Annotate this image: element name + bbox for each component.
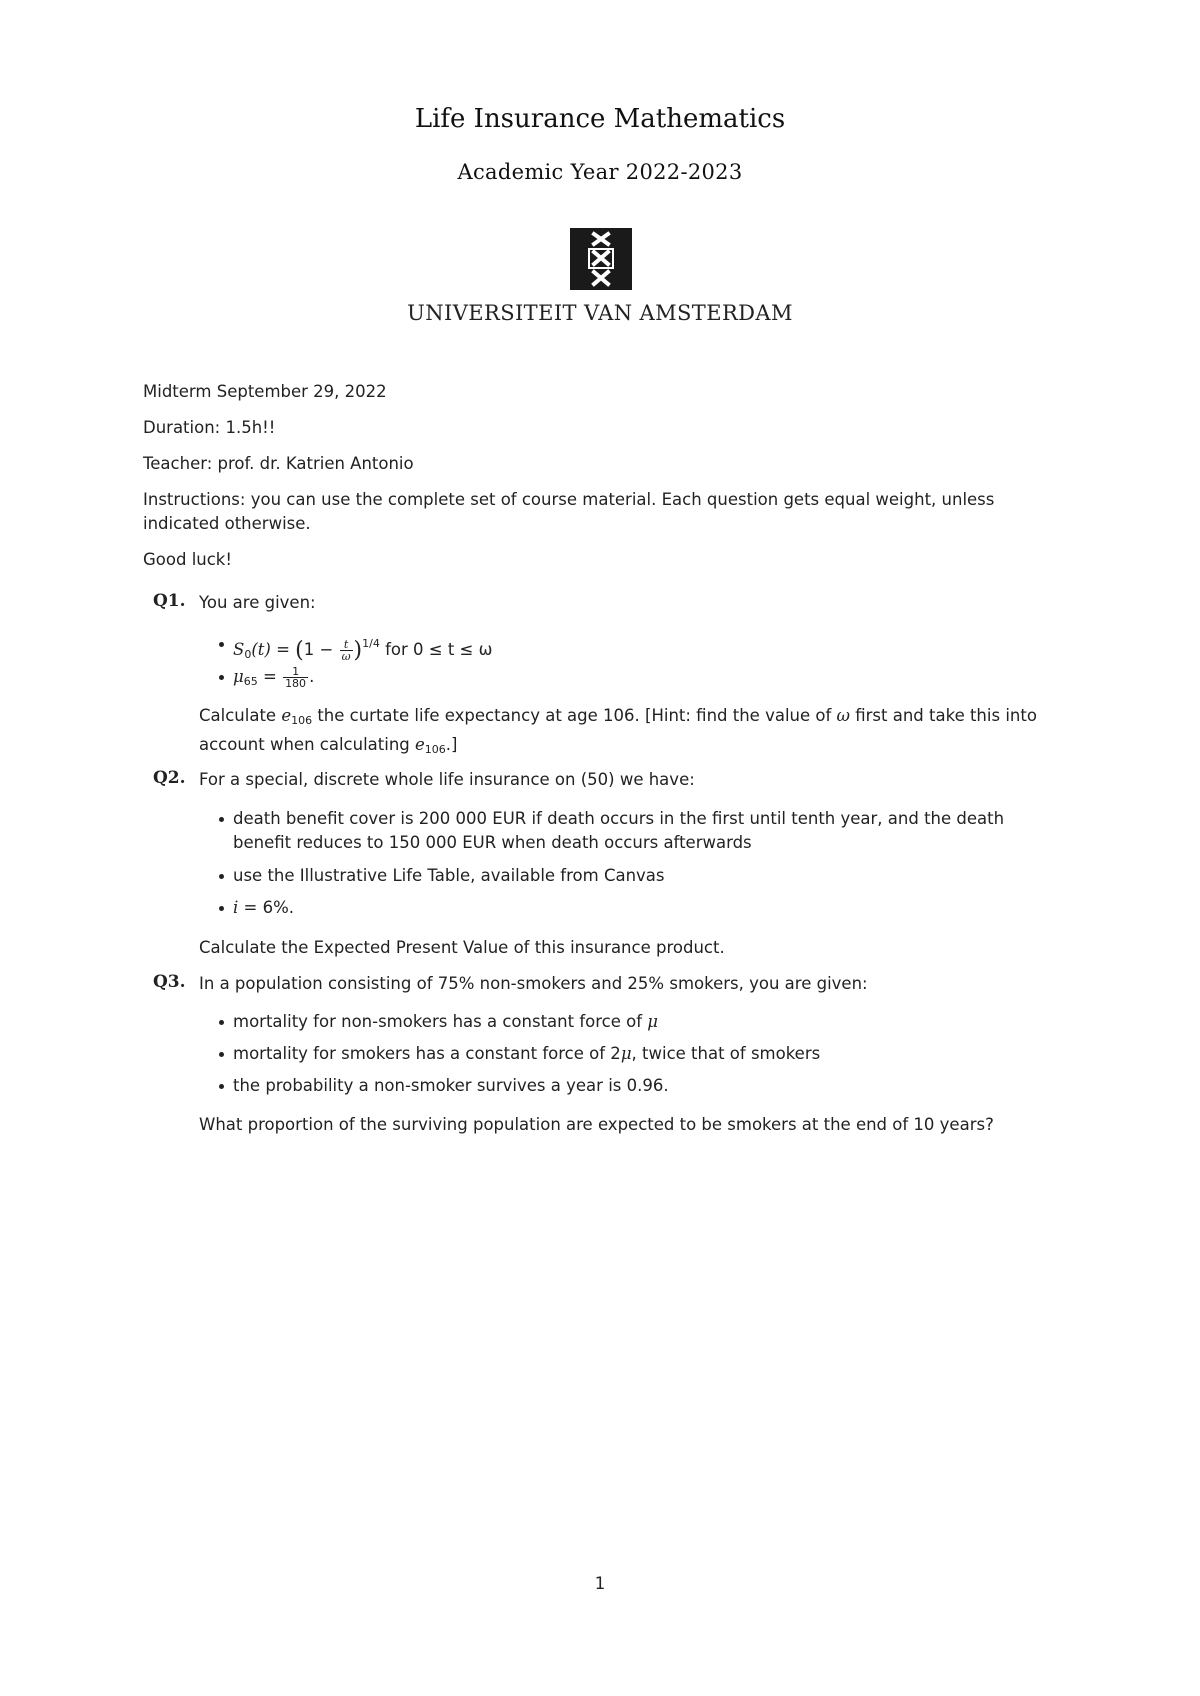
q1-calc-p4: .]: [445, 735, 458, 754]
q2-bullet-life-table: use the Illustrative Life Table, available from Canvas: [233, 864, 1063, 888]
good-luck: Good luck!: [143, 550, 232, 569]
document-title: Life Insurance Mathematics: [414, 104, 786, 134]
q2-intro: For a special, discrete whole life insurance on (50) we have:: [199, 770, 695, 789]
q1-label: Q1.: [153, 591, 186, 611]
page-number: 1: [594, 1574, 606, 1593]
q3-b2-rest: , twice that of smokers: [631, 1044, 821, 1063]
q1-calc-p2: the curtate life expectancy at age 106. [Hint: find the value of: [312, 706, 837, 725]
q1-mu-sub: 65: [243, 675, 258, 688]
q1-calculation: [199, 704, 1069, 762]
q2-calculation: Calculate the Expected Present Value of this insurance product.: [199, 938, 725, 957]
q1-t-arg: (t) =: [251, 640, 296, 659]
midterm-date: Midterm September 29, 2022: [143, 382, 387, 401]
q1-eq: =: [257, 667, 283, 686]
q1-force-of-mortality: [233, 665, 1063, 694]
q3-question: What proportion of the surviving population are expected to be smokers at the end of 10 years?: [199, 1115, 994, 1134]
q1-omega: ω: [836, 706, 850, 725]
academic-year: Academic Year 2022-2023: [457, 160, 743, 184]
q3-b2-text: mortality for smokers has a constant force of 2: [233, 1044, 621, 1063]
q1-survival-formula: $S_0(t) = (1$ − $\frac{t}{\omega}$ )$^{1/4}$ for 0 ≤ t ≤ ω: [233, 632, 1063, 667]
q2-rate-rest: = 6%.: [238, 898, 295, 917]
q3-bullet-smokers: [233, 1042, 1063, 1066]
q2-rate-var: i: [233, 898, 239, 917]
q1-mu-fraction: [283, 666, 308, 689]
q3-b2-mu: μ: [620, 1044, 632, 1063]
q1-e-sub-2: 106: [424, 743, 446, 756]
uva-crest-icon: [570, 228, 632, 290]
q1-e-2: e: [415, 735, 425, 754]
q1-e: e: [281, 706, 292, 725]
q3-b1-text: mortality for non-smokers has a constant force of: [233, 1012, 648, 1031]
q1-exp: 1/4: [362, 637, 380, 650]
q1-end: .: [309, 667, 315, 686]
q3-label: Q3.: [153, 972, 186, 992]
q3-intro: In a population consisting of 75% non-smokers and 25% smokers, you are given:: [199, 974, 868, 993]
q3-bullet-survival: the probability a non-smoker survives a year is 0.96.: [233, 1074, 1063, 1098]
university-name: UNIVERSITEIT VAN AMSTERDAM: [407, 301, 793, 325]
q1-frac-den: ω: [341, 650, 351, 663]
q1-e-sub: 106: [291, 714, 313, 727]
instructions: Instructions: you can use the complete set of course material. Each question gets equal weight, unless indicated otherwise.: [143, 490, 995, 533]
q1-fraction: [340, 639, 353, 662]
q1-calc-p1: Calculate: [199, 706, 282, 725]
q1-one-minus: 1 −: [303, 640, 339, 659]
q1-calc-p3: first and take this into account when calculating: [199, 706, 1037, 754]
q3-b1-mu: μ: [647, 1012, 658, 1031]
q1-s-sub: 0: [244, 648, 252, 661]
q1-mu-den: 180: [285, 677, 307, 690]
q2-bullet-benefit: death benefit cover is 200 000 EUR if death occurs in the first until tenth year, and the death benefit reduces to 150 000 EUR when death occurs afterwards: [233, 807, 1063, 855]
q1-mu: μ: [233, 667, 244, 686]
q1-frac-num: t: [340, 639, 353, 651]
q1-s: S: [233, 640, 245, 659]
q2-bullet-rate: [233, 896, 1063, 920]
duration: Duration: 1.5h!!: [143, 418, 276, 437]
teacher: Teacher: prof. dr. Katrien Antonio: [143, 454, 414, 473]
q1-intro: You are given:: [199, 593, 316, 612]
q1-domain: for 0 ≤ t ≤ ω: [379, 640, 493, 659]
q3-bullet-non-smokers: [233, 1010, 1063, 1034]
q1-mu-num: 1: [283, 666, 308, 678]
q2-label: Q2.: [153, 768, 186, 788]
